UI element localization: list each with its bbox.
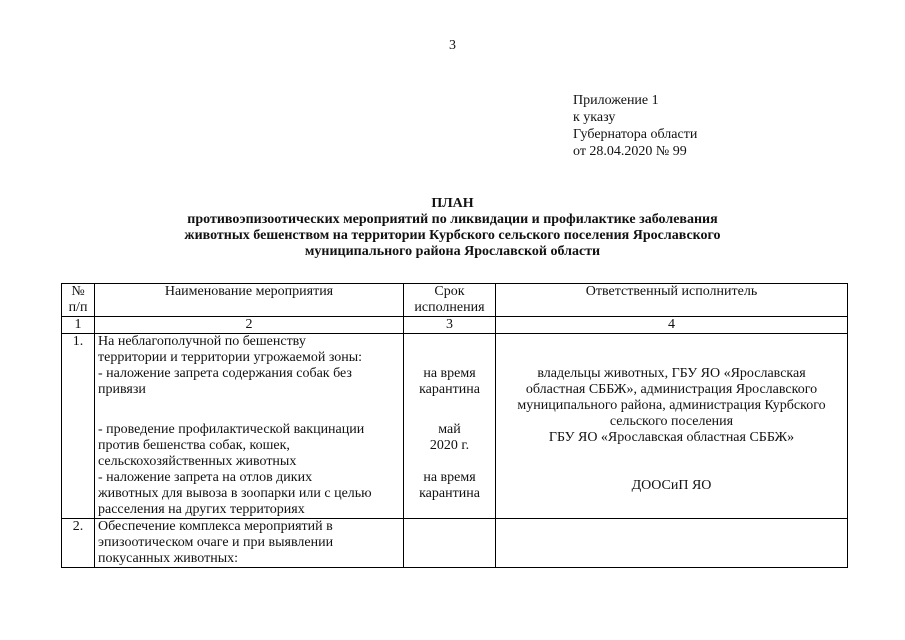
cell-text: владельцы животных, ГБУ ЯО «Ярославская <box>537 366 806 381</box>
cell-text: эпизоотическом очаге и при выявлении <box>98 535 334 550</box>
event-description <box>95 519 404 568</box>
cell-text: животных для вывоза в зоопарки или с целью <box>98 486 372 501</box>
page-number: 3 <box>449 38 456 53</box>
cell-text: на время <box>423 366 476 381</box>
cell-text: расселения на других территориях <box>98 502 305 517</box>
cell-text: май <box>438 422 461 437</box>
cell-text: областная СББЖ», администрация Ярославского <box>525 382 818 397</box>
header-term <box>404 284 496 317</box>
index-cell: 4 <box>496 317 848 334</box>
cell-text: На неблагополучной по бешенству <box>98 334 306 349</box>
cell-text: сельскохозяйственных животных <box>98 454 297 469</box>
title-line: муниципального района Ярославской области <box>304 244 601 259</box>
cell-text: карантина <box>419 382 480 397</box>
plan-table <box>61 283 848 568</box>
cell-text: 2020 г. <box>429 438 470 453</box>
annex-line: от 28.04.2020 № 99 <box>573 144 687 159</box>
header-text: № <box>71 284 85 299</box>
cell-text: муниципального района, администрация Курбского <box>517 398 826 413</box>
cell-text: карантина <box>419 486 480 501</box>
event-responsible <box>496 334 848 519</box>
title-line: животных бешенством на территории Курбского сельского поселения Ярославского <box>184 228 721 243</box>
event-responsible <box>496 519 848 568</box>
header-text: Ответственный исполнитель <box>585 284 758 299</box>
table-row <box>62 334 848 519</box>
header-text: исполнения <box>414 300 485 315</box>
document-title <box>100 196 805 260</box>
row-number: 1. <box>62 334 95 519</box>
cell-text: - наложение запрета содержания собак без <box>98 366 352 381</box>
event-term <box>404 519 496 568</box>
header-text: Срок <box>434 284 465 299</box>
index-cell: 3 <box>404 317 496 334</box>
cell-text: - проведение профилактической вакцинации <box>98 422 365 437</box>
cell-text: территории и территории угрожаемой зоны: <box>98 350 363 365</box>
cell-text: - наложение запрета на отлов диких <box>98 470 313 485</box>
cell-text: на время <box>423 470 476 485</box>
annex-note <box>573 92 697 160</box>
cell-text: ДООСиП ЯО <box>631 478 712 493</box>
table-header-row <box>62 284 848 317</box>
header-responsible <box>496 284 848 317</box>
cell-text: привязи <box>98 382 146 397</box>
header-number <box>62 284 95 317</box>
title-line: ПЛАН <box>431 196 474 211</box>
title-line: противоэпизоотических мероприятий по ликвидации и профилактике заболевания <box>187 212 718 227</box>
annex-line: Приложение 1 <box>573 93 659 108</box>
header-event-name <box>95 284 404 317</box>
index-cell: 2 <box>95 317 404 334</box>
cell-text: Обеспечение комплекса мероприятий в <box>98 519 333 534</box>
cell-text: против бешенства собак, кошек, <box>98 438 290 453</box>
annex-line: к указу <box>573 110 616 125</box>
index-cell: 1 <box>62 317 95 334</box>
header-text: Наименование мероприятия <box>164 284 334 299</box>
table-row <box>62 519 848 568</box>
cell-text: сельского поселения <box>609 414 734 429</box>
cell-text: ГБУ ЯО «Ярославская областная СББЖ» <box>548 430 795 445</box>
row-number: 2. <box>62 519 95 568</box>
annex-line: Губернатора области <box>573 127 698 142</box>
event-term <box>404 334 496 519</box>
table-index-row <box>62 317 848 334</box>
event-description <box>95 334 404 519</box>
header-text: п/п <box>68 300 88 315</box>
cell-text: покусанных животных: <box>98 551 238 566</box>
